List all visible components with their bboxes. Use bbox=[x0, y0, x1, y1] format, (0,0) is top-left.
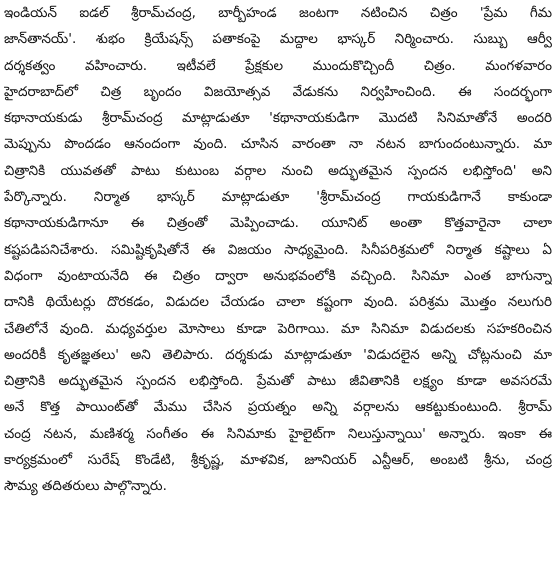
article-line-2: జాన్‌తానయ్'. శుభం క్రియేషన్స్ పతాకంపై మద్దాల భాస్కర్ నిర్మించారు. సుబ్బు ఆర్వీ bbox=[4, 31, 552, 48]
article-line-4: హైదరాబాద్‌లో చిత్ర బృందం విజయోత్సవ వేడుకను నిర్వహించింది. ఈ సందర్భంగా bbox=[4, 83, 552, 100]
article-line-5: కథానాయకుడు శ్రీరామ్‌చంద్ర మాట్లాడుతూ 'కథానాయకుడిగా మొదటి సినిమాతోనే అందరి bbox=[4, 110, 552, 127]
article-line-14: అందరికీ కృతజ్ఞతలు' అని తెలిపారు. దర్శకుడు మాట్లాడుతూ 'విడుదలైన అన్ని చోట్లనుంచి మా bbox=[4, 346, 552, 363]
article-line-19: సౌమ్య తదితరులు పాల్గొన్నారు. bbox=[4, 478, 167, 495]
article-body bbox=[4, 0, 552, 500]
article-line-12: దానికి థియేటర్లు దొరకడం, విడుదల చేయడం చాలా కష్టంగా వుంది. పరిశ్రమ మొత్తం నలుగురి bbox=[4, 294, 552, 311]
article-line-16: అనే కొత్త పాయింట్‌తో మేము చేసిన ప్రయత్నం అన్ని వర్గాలను ఆకట్టుకుంటుంది. శ్రీరామ్ bbox=[4, 399, 552, 416]
article-line-18: కార్యక్రమంలో సురేష్ కొండేటి, శ్రీకృష్ణ, మాళవిక, జూనియర్ ఎన్టీఆర్, అంబటి శ్రీను, చంద్ర bbox=[4, 452, 552, 469]
article-line-17: చంద్ర నటన, మణిశర్మ సంగీతం ఈ సినిమాకు హైలైట్‌గా నిలుస్తున్నాయి' అన్నారు. ఇంకా ఈ bbox=[4, 425, 552, 442]
article-line-1: ఇండియన్ ఐడల్ శ్రీరామ్‌చంద్ర, బార్బీహండ జంటగా నటించిన చిత్రం 'ప్రేమ గీమ bbox=[4, 5, 552, 21]
article-line-13: చేతిలోనే వుంది. మధ్యవర్తుల మోసాలు కూడా పెరిగాయి. మా సినిమా విడుదలకు సహకరించిన bbox=[4, 320, 552, 337]
article-line-10: కష్టపడిపనిచేశారు. సమిష్టికృషితోనే ఈ విజయం సాధ్యమైంది. సినీపరిశ్రమలో నిర్మాత కష్టాలు ఏ bbox=[4, 241, 552, 258]
article-line-8: పేర్కొన్నారు. నిర్మాత భాస్కర్ మాట్లాడుతూ 'శ్రీరామ్‌చంద్ర గాయకుడిగానే కాకుండా bbox=[4, 189, 552, 206]
article-line-9: కథానాయకుడిగానూ ఈ చిత్రంతో మెప్పించాడు. యూనిట్ అంతా కొత్తవారైనా చాలా bbox=[4, 215, 552, 232]
article-line-15: చిత్రానికి అద్భుతమైన స్పందన లభిస్తోంది. ప్రేమతో పాటు జీవితానికి లక్ష్యం కూడా అవసరమే bbox=[4, 373, 552, 390]
article-line-7: చిత్రానికి యువతతో పాటు కుటుంబ వర్గాల నుంచి అద్భుతమైన స్పందన లభిస్తోంది' అని bbox=[4, 162, 552, 179]
article-line-3: దర్శకత్వం వహించారు. ఇటీవలే ప్రేక్షకుల ముందుకొచ్చిందీ చిత్రం. మంగళవారం bbox=[4, 57, 552, 74]
article-line-11: విధంగా వుంటాయనేది ఈ చిత్రం ద్వారా అనుభవంలోకి వచ్చింది. సినిమా ఎంత బాగున్నా bbox=[4, 267, 552, 284]
article-line-6: మెప్పును పొందడం ఆనందంగా వుంది. చూసిన వారంతా నా నటన బాగుందంటున్నారు. మా bbox=[4, 136, 552, 153]
